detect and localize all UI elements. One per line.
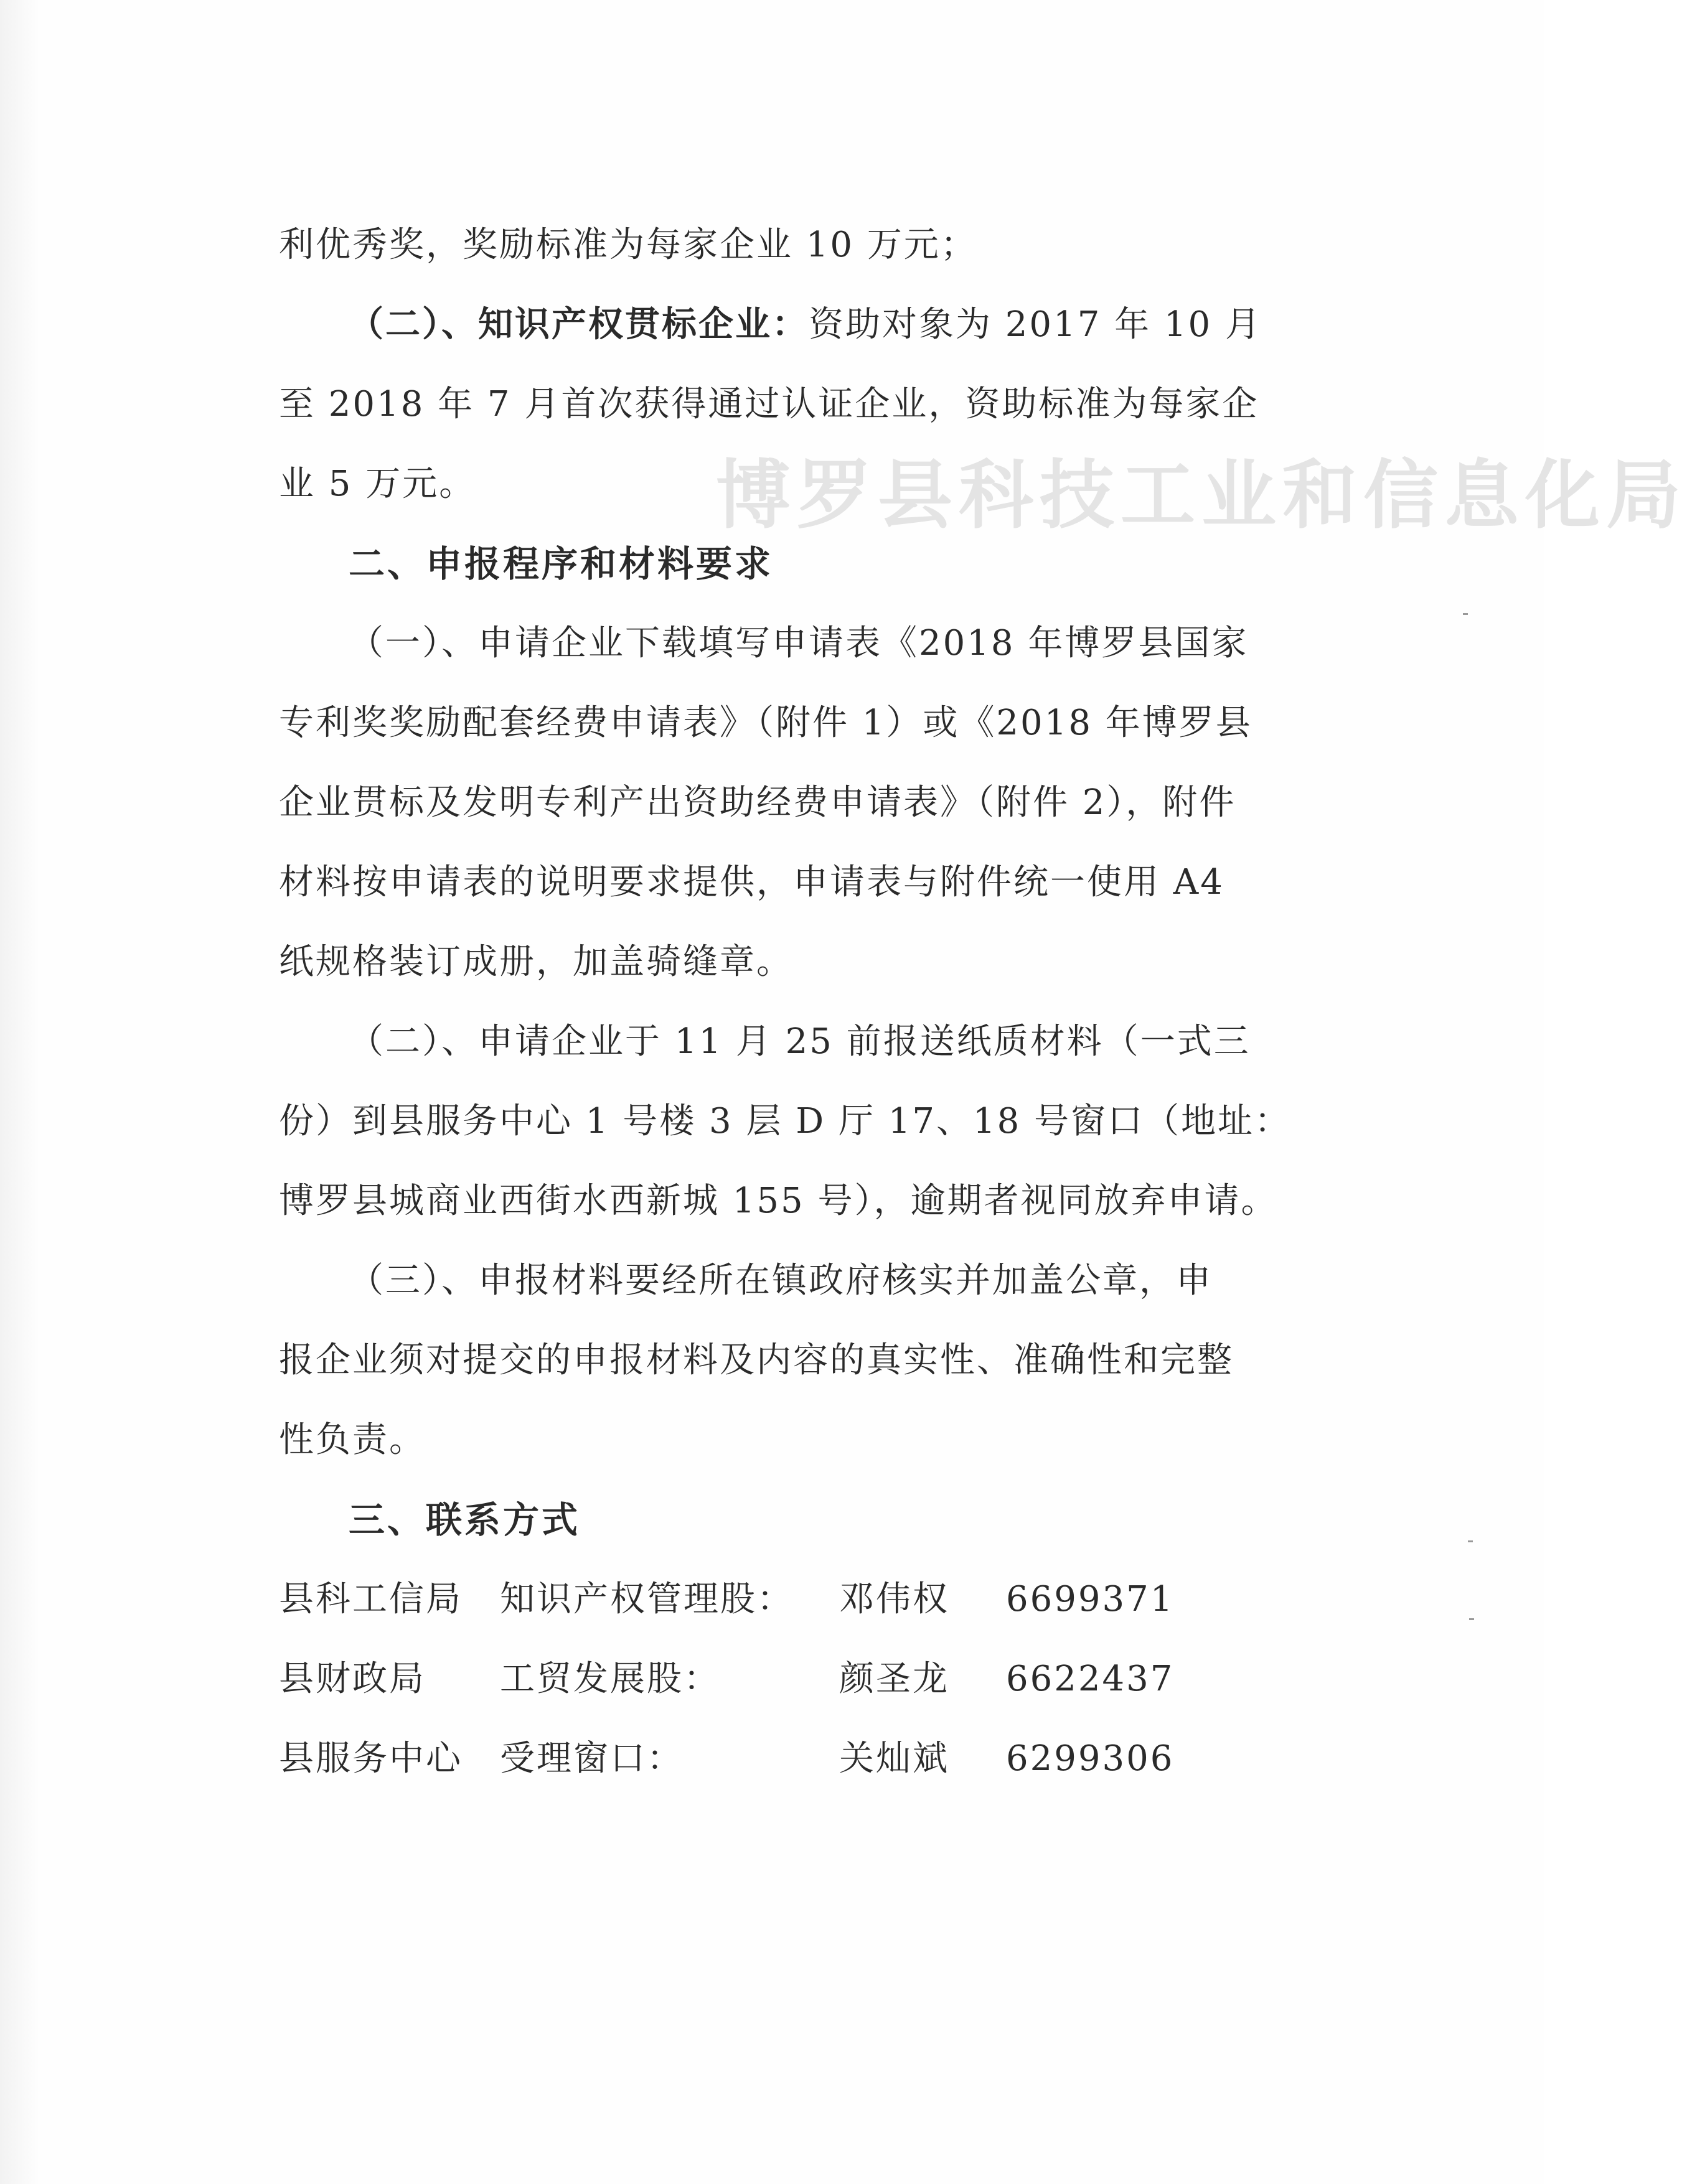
contact-name: 关灿斌 — [839, 1738, 949, 1779]
section-2-heading: 二、申报程序和材料要求 — [349, 543, 774, 585]
contact-dept: 工贸发展股： — [500, 1659, 720, 1699]
section-2-para2-line: 份）到县服务中心 1 号楼 3 层 D 厅 17、18 号窗口（地址： — [279, 1101, 1292, 1141]
section-3-heading: 三、联系方式 — [349, 1499, 581, 1541]
item-2-line — [279, 285, 1337, 365]
contact-name: 颜圣龙 — [839, 1659, 949, 1699]
scan-speck — [1469, 1618, 1474, 1620]
section-2-para1-line: 纸规格装订成册，加盖骑缝章。 — [279, 942, 793, 982]
section-2-para2-line: （二）、申请企业于 11 月 25 前报送纸质材料（一式三 — [349, 1021, 1251, 1062]
contact-dept: 知识产权管理股： — [500, 1579, 794, 1619]
text-line: 至 2018 年 7 月首次获得通过认证企业，资助标准为每家企 — [279, 384, 1259, 424]
section-2-para1-line: 专利奖奖励配套经费申请表》（附件 1）或《2018 年博罗县 — [279, 703, 1252, 743]
contact-row — [279, 1639, 1337, 1719]
item-2-label: （二）、知识产权贯标企业： — [349, 304, 809, 345]
contact-phone: 6622437 — [1006, 1659, 1175, 1699]
scan-speck — [1468, 1540, 1473, 1542]
section-2-para1-line: （一）、申请企业下载填写申请表《2018 年博罗县国家 — [349, 623, 1249, 663]
section-2-para3-line: （三）、申报材料要经所在镇政府核实并加盖公章，申 — [349, 1260, 1213, 1301]
contact-phone: 6299306 — [1006, 1738, 1175, 1779]
contact-row — [279, 1560, 1337, 1639]
scan-edge-shadow — [0, 0, 40, 2184]
contact-phone: 6699371 — [1006, 1579, 1175, 1619]
contact-office: 县服务中心 — [279, 1738, 463, 1779]
item-2-text: 资助对象为 2017 年 10 月 — [809, 304, 1262, 345]
scan-speck — [1463, 613, 1468, 615]
section-2-para1-line: 材料按申请表的说明要求提供，申请表与附件统一使用 A4 — [279, 862, 1224, 902]
contact-office: 县财政局 — [279, 1659, 426, 1699]
contact-office: 县科工信局 — [279, 1579, 463, 1619]
section-2-para1-line: 企业贯标及发明专利产出资助经费申请表》（附件 2），附件 — [279, 782, 1236, 823]
contact-row — [279, 1719, 1337, 1799]
section-2-para3-line: 性负责。 — [279, 1420, 426, 1460]
document-body — [279, 205, 1337, 1799]
contact-dept: 受理窗口： — [500, 1738, 684, 1779]
bleed-through-title: 博罗县科技工业和信息化局 — [716, 451, 1687, 539]
contact-name: 邓伟权 — [839, 1579, 949, 1619]
section-2-para2-line: 博罗县城商业西街水西新城 155 号），逾期者视同放弃申请。 — [279, 1181, 1278, 1221]
section-2-para3-line: 报企业须对提交的申报材料及内容的真实性、准确性和完整 — [279, 1340, 1234, 1380]
text-line: 业 5 万元。 — [279, 464, 476, 504]
text-line: 利优秀奖，奖励标准为每家企业 10 万元； — [279, 225, 977, 265]
